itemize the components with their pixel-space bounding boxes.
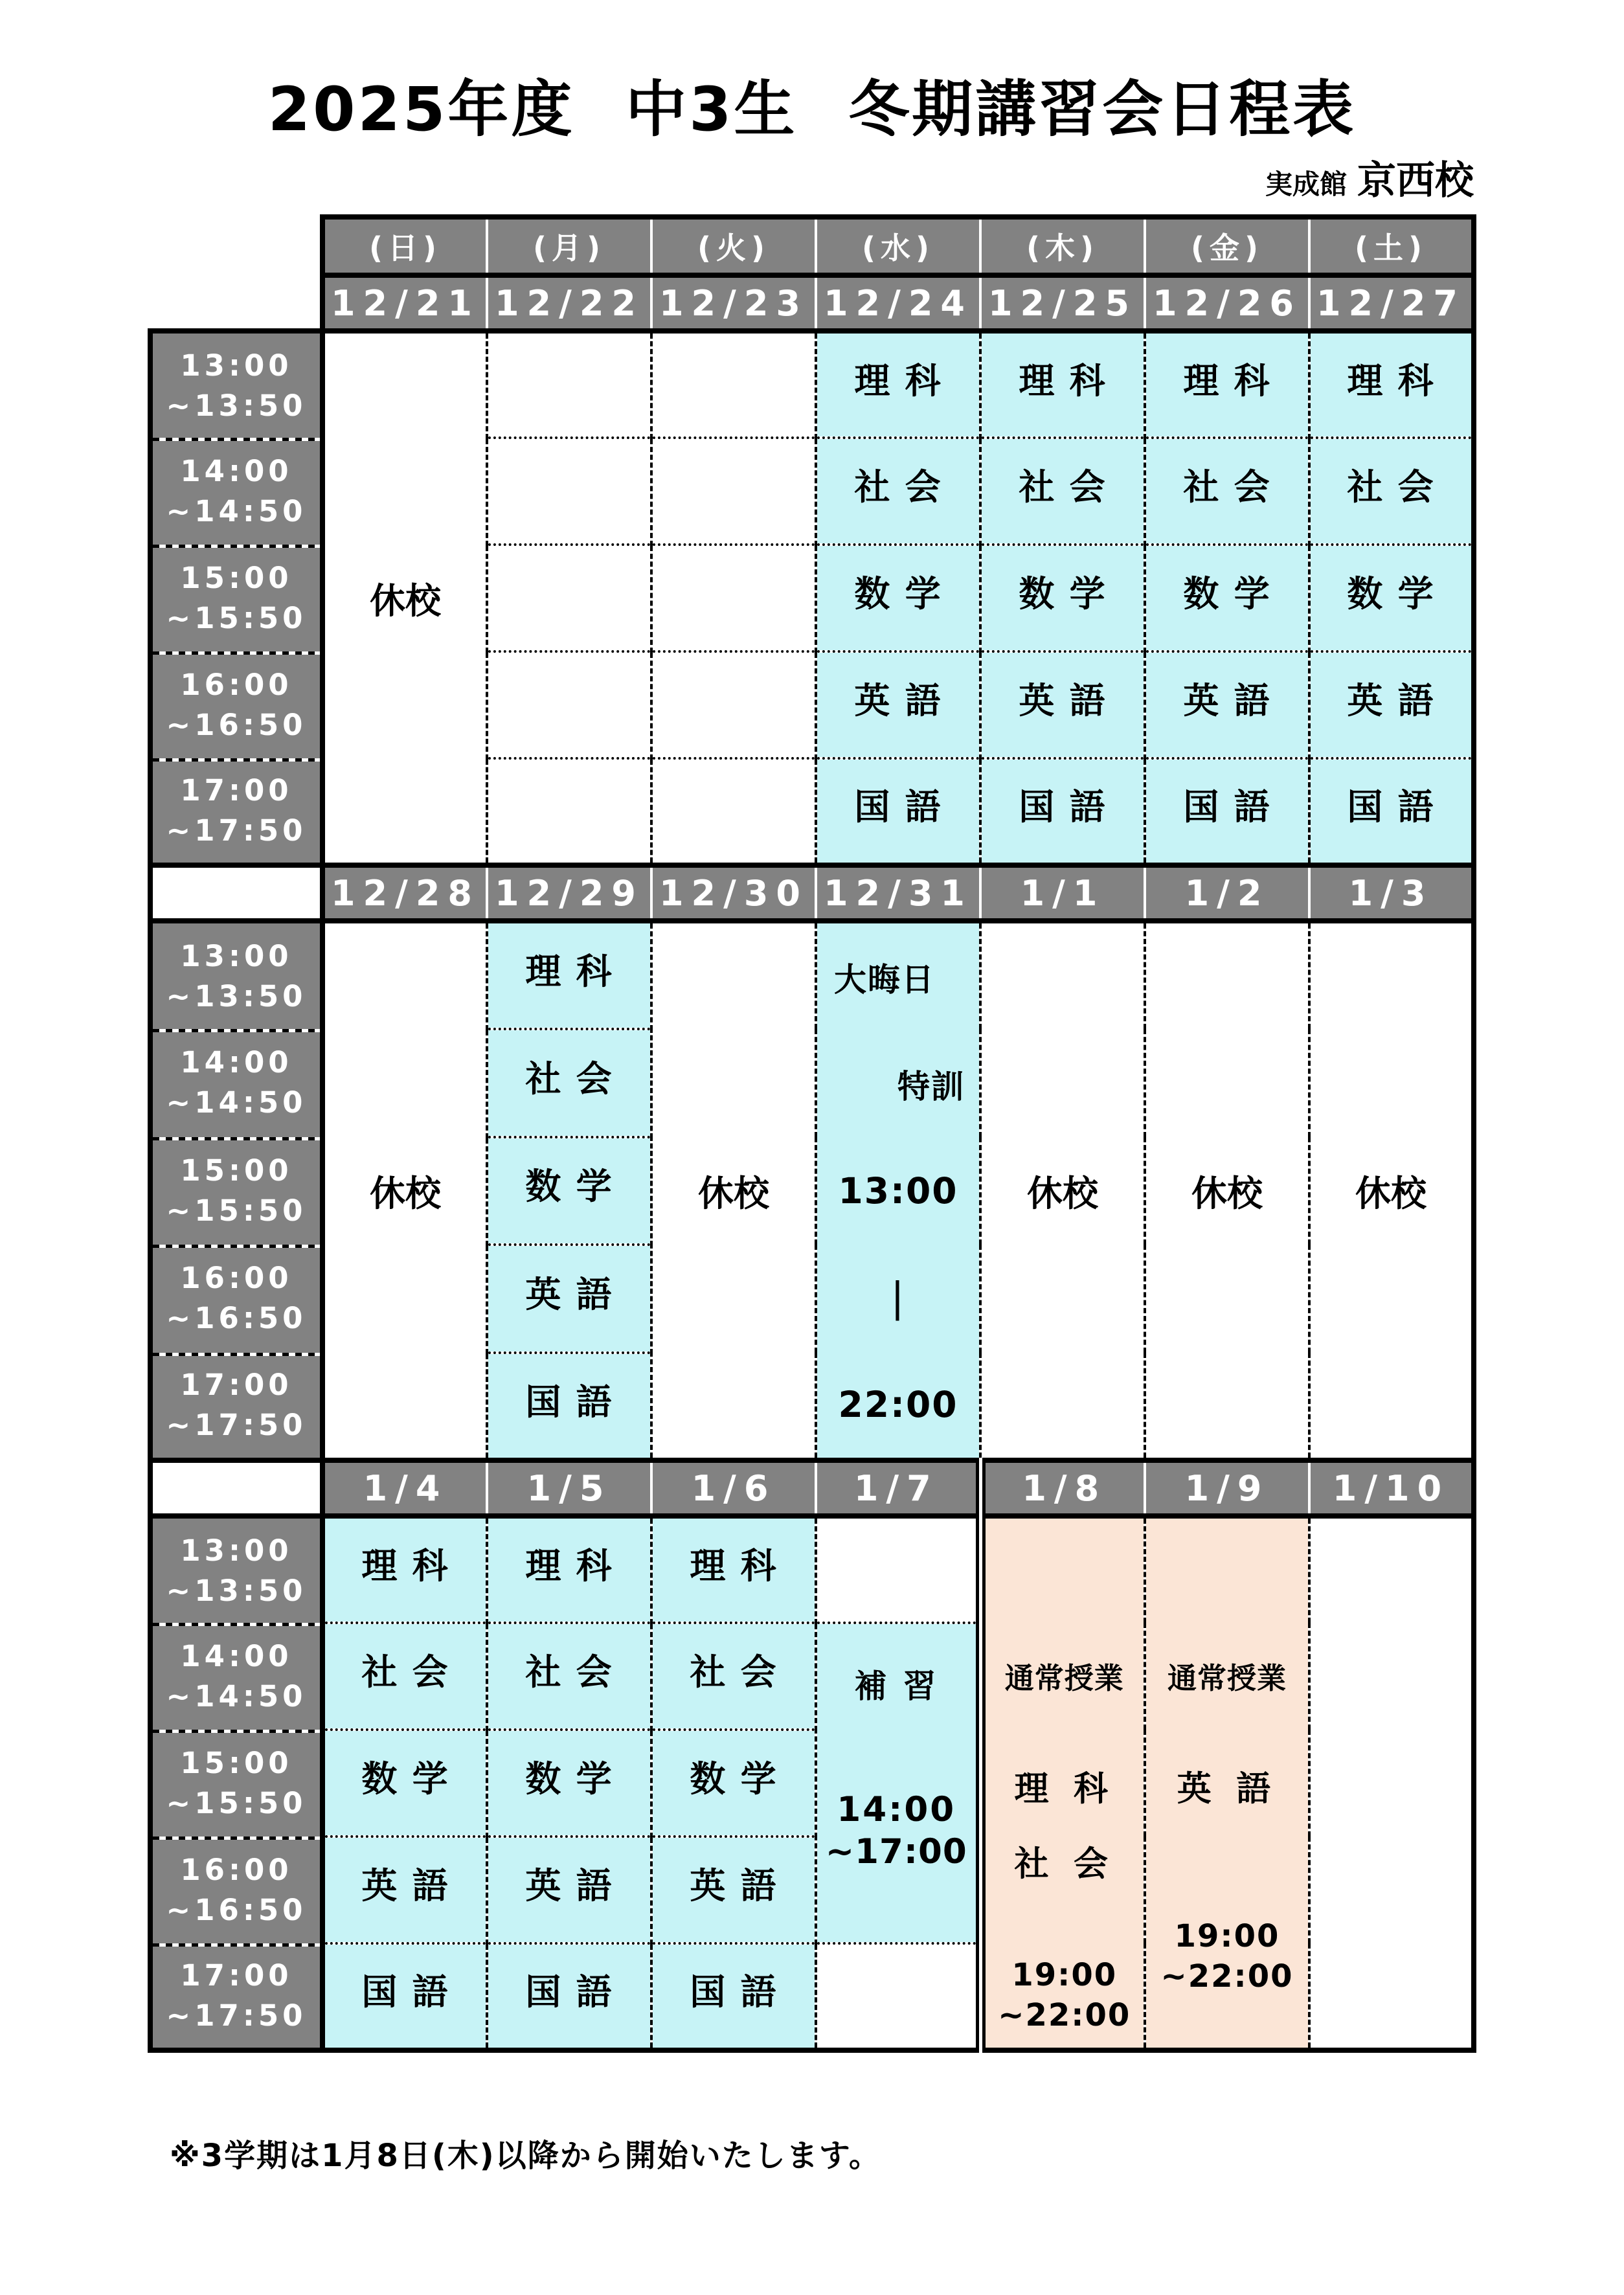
week2-date-row: [150, 865, 1474, 921]
makeup-start-time: 14:00: [837, 1790, 956, 1830]
regular-subject: 理 科: [1014, 1769, 1114, 1809]
time-slot-cell: 13:00 ~13:50: [150, 1516, 322, 1623]
nye-start-time: 13:00: [838, 1170, 958, 1212]
makeup-label: 補 習: [854, 1668, 938, 1706]
regular-start-time: 19:00: [1174, 1918, 1280, 1955]
header-spacer: [150, 1460, 322, 1516]
lesson-cell: 理 科: [322, 1516, 487, 1623]
lesson-cell: 理 科: [487, 921, 651, 1029]
time-slot-cell: 14:00 ~14:50: [150, 438, 322, 545]
day-header-row: [150, 217, 1474, 275]
lesson-cell: 国 語: [651, 1943, 816, 2050]
date-cell: 12/28: [322, 865, 487, 921]
lesson-cell: 数 学: [980, 545, 1145, 651]
closed-cell: 休校: [1145, 921, 1309, 1460]
branch-name: [150, 150, 1474, 205]
day-cell-sat: (土): [1309, 217, 1474, 275]
regular-end-time: ~22:00: [1160, 1958, 1294, 1995]
lesson-cell: 社 会: [980, 438, 1145, 545]
lesson-cell: 国 語: [980, 758, 1145, 865]
empty-cell: [487, 545, 651, 651]
date-cell: 12/26: [1145, 275, 1309, 331]
date-cell: 1/10: [1309, 1460, 1474, 1516]
date-cell: 1/3: [1309, 865, 1474, 921]
day-cell-thu: (木): [980, 217, 1145, 275]
lesson-cell: 英 語: [651, 1837, 816, 1943]
lesson-cell: 数 学: [816, 545, 980, 651]
day-cell-sun: (日): [322, 217, 487, 275]
week3-date-row: [150, 1460, 1474, 1516]
lesson-cell: 社 会: [322, 1623, 487, 1730]
footnote: ※3学期は1月8日(木)以降から開始いたします。: [170, 2138, 881, 2175]
closed-cell: 休校: [322, 331, 487, 865]
lesson-cell: 国 語: [487, 1943, 651, 2050]
date-cell: 12/27: [1309, 275, 1474, 331]
lesson-cell: 英 語: [1309, 651, 1474, 758]
time-slot-cell: 13:00 ~13:50: [150, 331, 322, 438]
lesson-cell: 社 会: [487, 1029, 651, 1137]
empty-cell: [651, 331, 816, 438]
regular-end-time: ~22:00: [998, 1997, 1131, 2034]
lesson-cell: 国 語: [487, 1353, 651, 1461]
day-cell-tue: (火): [651, 217, 816, 275]
date-cell: 1/8: [980, 1460, 1145, 1516]
day-cell-wed: (水): [816, 217, 980, 275]
date-cell: 1/2: [1145, 865, 1309, 921]
week1-row-1300: [150, 331, 1474, 438]
time-slot-cell: 16:00 ~16:50: [150, 1837, 322, 1943]
lesson-cell: 理 科: [816, 331, 980, 438]
nye-bar: |: [890, 1274, 906, 1322]
regular-subject: 社 会: [1014, 1844, 1114, 1884]
regular-class-cell: [980, 1516, 1145, 2050]
lesson-cell: 理 科: [487, 1516, 651, 1623]
time-slot-cell: 14:00 ~14:50: [150, 1623, 322, 1730]
date-cell: 1/7: [816, 1460, 980, 1516]
time-slot-cell: 16:00 ~16:50: [150, 1245, 322, 1353]
empty-cell: [651, 545, 816, 651]
branch-org: 実成館: [1265, 168, 1347, 201]
lesson-cell: 社 会: [487, 1623, 651, 1730]
empty-cell: [651, 438, 816, 545]
lesson-cell: 国 語: [1309, 758, 1474, 865]
closed-cell: 休校: [1309, 921, 1474, 1460]
time-slot-cell: 14:00 ~14:50: [150, 1029, 322, 1137]
nye-special-cell: [816, 921, 980, 1460]
date-cell: 1/1: [980, 865, 1145, 921]
lesson-cell: 英 語: [322, 1837, 487, 1943]
date-cell: 12/30: [651, 865, 816, 921]
date-cell: 1/5: [487, 1460, 651, 1516]
header-spacer: [150, 217, 322, 275]
time-slot-cell: 17:00 ~17:50: [150, 1943, 322, 2050]
empty-cell: [1309, 1516, 1474, 2050]
time-slot-cell: 15:00 ~15:50: [150, 1137, 322, 1245]
schedule-table: [148, 214, 1476, 2053]
date-cell: 12/23: [651, 275, 816, 331]
nye-line: 特訓: [897, 1067, 965, 1105]
empty-cell: [816, 1943, 980, 2050]
time-slot-cell: 13:00 ~13:50: [150, 921, 322, 1029]
lesson-cell: 社 会: [1309, 438, 1474, 545]
lesson-cell: 英 語: [816, 651, 980, 758]
lesson-cell: 理 科: [651, 1516, 816, 1623]
date-cell: 12/21: [322, 275, 487, 331]
date-cell: 1/4: [322, 1460, 487, 1516]
empty-cell: [487, 758, 651, 865]
empty-cell: [651, 758, 816, 865]
day-cell-fri: (金): [1145, 217, 1309, 275]
day-cell-mon: (月): [487, 217, 651, 275]
lesson-cell: 英 語: [1145, 651, 1309, 758]
lesson-cell: 社 会: [651, 1623, 816, 1730]
lesson-cell: 社 会: [1145, 438, 1309, 545]
closed-cell: 休校: [651, 921, 816, 1460]
regular-class-label: 通常授業: [1004, 1661, 1124, 1696]
empty-cell: [487, 651, 651, 758]
closed-cell: 休校: [980, 921, 1145, 1460]
regular-class-label: 通常授業: [1167, 1661, 1287, 1696]
date-cell: 12/22: [487, 275, 651, 331]
empty-cell: [816, 1516, 980, 1623]
date-cell: 12/24: [816, 275, 980, 331]
lesson-cell: 理 科: [980, 331, 1145, 438]
time-slot-cell: 17:00 ~17:50: [150, 1353, 322, 1461]
nye-end-time: 22:00: [838, 1383, 958, 1425]
week3-row-1300: [150, 1516, 1474, 1623]
lesson-cell: 国 語: [1145, 758, 1309, 865]
regular-start-time: 19:00: [1011, 1957, 1118, 1994]
lesson-cell: 数 学: [1145, 545, 1309, 651]
time-slot-cell: 16:00 ~16:50: [150, 651, 322, 758]
empty-cell: [487, 438, 651, 545]
date-cell: 1/9: [1145, 1460, 1309, 1516]
week1-date-row: [150, 275, 1474, 331]
header-spacer: [150, 865, 322, 921]
lesson-cell: 理 科: [1145, 331, 1309, 438]
lesson-cell: 数 学: [487, 1730, 651, 1837]
lesson-cell: 国 語: [322, 1943, 487, 2050]
nye-line: 大晦日: [834, 960, 935, 999]
regular-subject: 英 語: [1177, 1769, 1278, 1809]
lesson-cell: 数 学: [1309, 545, 1474, 651]
date-cell: 12/29: [487, 865, 651, 921]
regular-class-cell: [1145, 1516, 1309, 2050]
date-cell: 12/31: [816, 865, 980, 921]
empty-cell: [487, 331, 651, 438]
empty-cell: [651, 651, 816, 758]
makeup-end-time: ~17:00: [825, 1832, 967, 1872]
header-spacer: [150, 275, 322, 331]
lesson-cell: 英 語: [980, 651, 1145, 758]
lesson-cell: 数 学: [322, 1730, 487, 1837]
lesson-cell: 数 学: [487, 1137, 651, 1245]
lesson-cell: 理 科: [1309, 331, 1474, 438]
lesson-cell: 数 学: [651, 1730, 816, 1837]
time-slot-cell: 15:00 ~15:50: [150, 1730, 322, 1837]
lesson-cell: 英 語: [487, 1837, 651, 1943]
closed-cell: 休校: [322, 921, 487, 1460]
time-slot-cell: 15:00 ~15:50: [150, 545, 322, 651]
branch-school: 京西校: [1357, 158, 1474, 204]
lesson-cell: 英 語: [487, 1245, 651, 1353]
makeup-cell: [816, 1623, 980, 1943]
date-cell: 1/6: [651, 1460, 816, 1516]
date-cell: 12/25: [980, 275, 1145, 331]
page-title: 2025年度 中3生 冬期講習会日程表: [267, 74, 1357, 145]
lesson-cell: 社 会: [816, 438, 980, 545]
week2-row-1300: [150, 921, 1474, 1029]
lesson-cell: 国 語: [816, 758, 980, 865]
time-slot-cell: 17:00 ~17:50: [150, 758, 322, 865]
